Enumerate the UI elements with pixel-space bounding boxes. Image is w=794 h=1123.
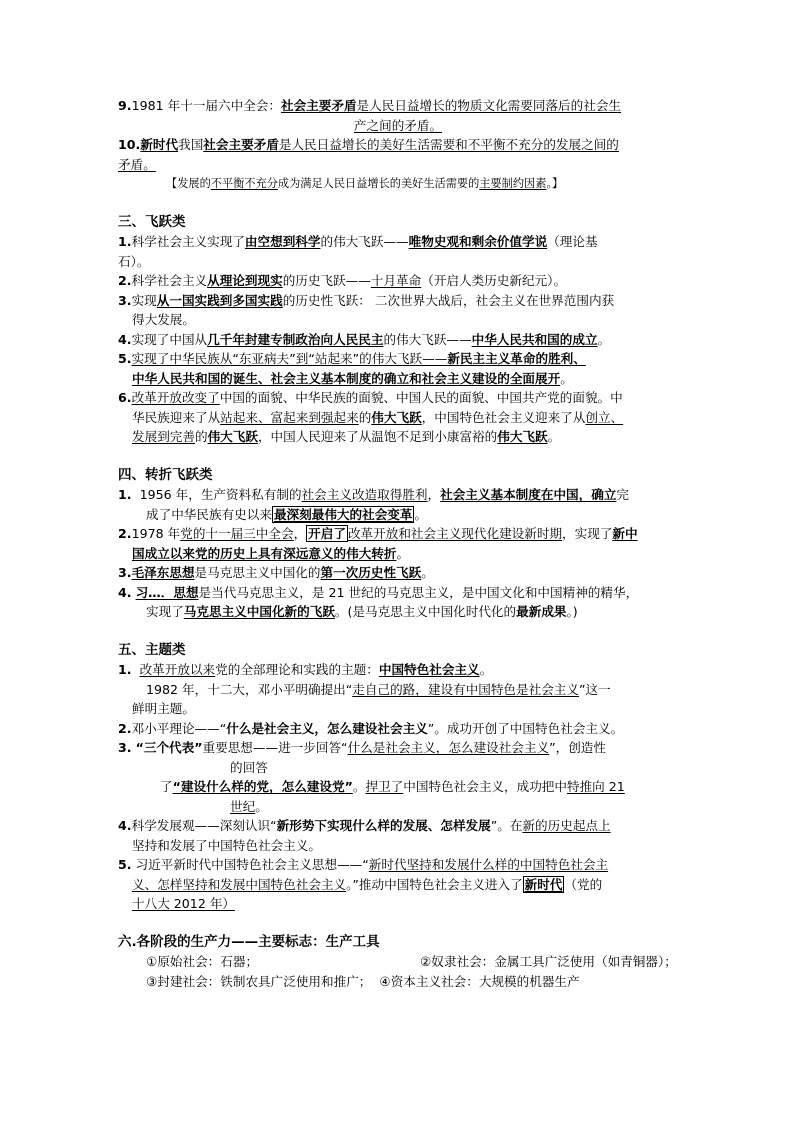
text: 世纪 bbox=[230, 798, 256, 814]
text: 。】 bbox=[546, 177, 564, 190]
text: 科学发展观——深刻认识“ bbox=[131, 818, 277, 833]
boxed-term: 新时代 bbox=[524, 876, 563, 892]
key-term: 第一次历史性飞跃 bbox=[320, 565, 422, 580]
text: 新时代坚持和发展什么样的中国特色社会主 bbox=[368, 857, 609, 872]
key-term: 毛泽东思想 bbox=[131, 565, 195, 580]
document-page bbox=[118, 96, 678, 991]
key-term: 最新成果 bbox=[516, 604, 567, 619]
text: 邓小平理论——“ bbox=[131, 720, 227, 736]
item-cont bbox=[118, 797, 678, 817]
boxed-term: 开启了 bbox=[308, 526, 346, 541]
text: ”，创造性 bbox=[549, 740, 606, 755]
text: 得大发展。 bbox=[132, 312, 195, 327]
key-term: 新中 bbox=[612, 526, 638, 541]
text: 1956 年，生产资料私有制的 bbox=[139, 487, 302, 502]
text: 党的十一届三中全会 bbox=[180, 526, 294, 541]
key-term: “建设什么样的党，怎么建设党” bbox=[172, 779, 353, 794]
text: 华民族迎来了从 bbox=[132, 409, 221, 425]
section-title: 三、飞跃类 bbox=[118, 213, 186, 230]
text: 。 bbox=[396, 545, 410, 561]
text: 【发展的 bbox=[166, 177, 211, 190]
text: 成为满足人民日益增长的美好生活需要的 bbox=[277, 177, 480, 190]
item-cont bbox=[118, 777, 678, 797]
text: 1982 年，十二大，邓小平明确提出“ bbox=[146, 681, 353, 697]
key-term: 马克思主义中国化新的飞跃 bbox=[183, 604, 335, 619]
item-9-cont bbox=[118, 116, 678, 136]
text: 。 bbox=[414, 506, 428, 522]
item bbox=[118, 485, 678, 505]
text: 新的历史起点上 bbox=[522, 818, 611, 833]
text: 的 bbox=[194, 429, 208, 444]
item bbox=[118, 388, 678, 408]
item-number: 6. bbox=[118, 390, 132, 405]
item-number: 3. bbox=[118, 740, 132, 755]
key-term: 中华人民共和国的成立 bbox=[471, 331, 598, 347]
item-cont bbox=[118, 310, 678, 330]
note bbox=[118, 174, 678, 194]
text: ， bbox=[293, 526, 307, 541]
item-cont bbox=[118, 544, 678, 564]
text: 。”推动中国特色社会主义进入了 bbox=[346, 876, 523, 892]
text: （开启人类历史新纪元）。 bbox=[421, 273, 567, 288]
item-9 bbox=[118, 96, 678, 116]
item-number: 3. bbox=[118, 565, 132, 580]
text: 是人民日益增长的物质文化需要同落后的社会生 bbox=[356, 98, 621, 113]
item-number: 4. bbox=[118, 818, 132, 833]
item-cont bbox=[118, 875, 678, 895]
boxed-term: 最深刻最伟大的社会变革 bbox=[273, 506, 413, 522]
text: 改革开放和社会主义现代化建设新时期 bbox=[347, 526, 563, 541]
text: 不平衡不充分 bbox=[210, 177, 278, 190]
text: 。 bbox=[255, 798, 268, 814]
item-cont bbox=[118, 894, 678, 914]
text: 改革开放以来 bbox=[139, 662, 216, 677]
item bbox=[118, 291, 678, 311]
text: 实现 bbox=[131, 292, 157, 308]
key-term: 从理论到现实 bbox=[207, 273, 283, 288]
item bbox=[118, 232, 678, 252]
text: （理论基 bbox=[547, 234, 598, 249]
key-term: 中国特色社会主义 bbox=[378, 662, 480, 677]
key-term: 什么是社会主义，怎么建设社会主义 bbox=[226, 720, 428, 736]
section-title: 四、转折飞跃类 bbox=[118, 466, 213, 483]
text: 是人民日益增长的美好生活需要和不平衡不充分的发展之间的 bbox=[278, 137, 619, 152]
item bbox=[118, 563, 678, 583]
item-cont bbox=[118, 427, 678, 447]
section-title: 五、主题类 bbox=[118, 641, 186, 658]
text: 。) bbox=[566, 604, 578, 619]
text: 鲜明主题。 bbox=[132, 701, 195, 716]
key-term: 伟大飞跃 bbox=[371, 409, 422, 425]
text: 科学社会主义 bbox=[131, 273, 208, 288]
key-term: 伟大飞跃 bbox=[207, 429, 258, 444]
key-term: 社会主要矛盾 bbox=[203, 137, 279, 152]
text: 的回答 bbox=[230, 759, 268, 775]
item-cont bbox=[118, 602, 678, 622]
key-term: 伟大飞跃 bbox=[497, 429, 548, 444]
text: 成了中华民族有史以来 bbox=[146, 506, 272, 522]
text: 我国 bbox=[178, 137, 204, 152]
item-cont bbox=[118, 369, 678, 389]
text: 完 bbox=[616, 487, 630, 502]
text: 。 bbox=[547, 429, 561, 444]
text: ，中国人民迎来了从温饱不足到小康富裕的 bbox=[257, 429, 498, 444]
text: ，中国特色社会主义迎来了从 bbox=[421, 409, 586, 425]
text: （党的 bbox=[564, 876, 603, 892]
text: 实现了 bbox=[146, 604, 184, 619]
text: 习近平新时代中国特色社会主义思想——“ bbox=[135, 857, 369, 872]
text: 主要制约因素 bbox=[479, 177, 547, 190]
item bbox=[118, 719, 678, 739]
item bbox=[118, 660, 678, 680]
item-number: 5. bbox=[118, 857, 132, 872]
item-cont bbox=[118, 680, 678, 700]
text: 中国的面貌、中华民族的面貌、中国人民的面貌、中国共产党的面貌。中 bbox=[219, 390, 623, 405]
text: 义、怎样坚持和发展中国特色社会主义 bbox=[132, 876, 347, 892]
item-cont bbox=[118, 699, 678, 719]
list-row bbox=[118, 952, 678, 972]
text: 改革开放改变了 bbox=[131, 390, 220, 405]
text: 1981 年十一届六中全会： bbox=[131, 98, 281, 113]
text: 重要思想——进一步回答“ bbox=[202, 740, 348, 755]
text: 党的全部理论和实践的主题： bbox=[215, 662, 379, 677]
item-cont bbox=[118, 252, 678, 272]
list-item: ①原始社会：石器； bbox=[146, 954, 259, 969]
text: 。 bbox=[597, 331, 611, 347]
item-cont bbox=[118, 408, 678, 428]
item-number: 5. bbox=[118, 351, 132, 366]
item-cont bbox=[118, 758, 678, 778]
text: 捍卫了 bbox=[365, 779, 404, 794]
list-item: ④资本主义社会：大规模的机器生产 bbox=[379, 973, 580, 989]
text: 站起来、富起来到强起来 bbox=[220, 409, 359, 425]
item bbox=[118, 330, 678, 350]
item-number: 10. bbox=[118, 137, 141, 152]
key-term: “三个代表” bbox=[135, 740, 203, 755]
text: 特推向 21 bbox=[566, 779, 625, 794]
text: ，实现了 bbox=[562, 526, 613, 541]
text: 的伟大飞跃—— bbox=[383, 331, 472, 347]
text: 实现了中华民族从“东亚病夫”到“站起来”的伟大飞跃—— bbox=[131, 351, 448, 366]
item-number: 1. bbox=[118, 487, 132, 502]
item bbox=[118, 816, 678, 836]
item-number: 3. bbox=[118, 292, 132, 308]
list-row bbox=[118, 972, 678, 992]
text: 的 bbox=[358, 409, 372, 425]
key-term: 十月革命 bbox=[370, 273, 422, 288]
text: 发展到完善 bbox=[132, 429, 195, 444]
item-number: 2. bbox=[118, 273, 132, 288]
item-number: 4. bbox=[118, 331, 132, 347]
item-10 bbox=[118, 135, 678, 155]
text: 十八大 2012 年） bbox=[132, 896, 236, 911]
text: 什么是社会主义，怎么建设社会主义 bbox=[347, 740, 550, 755]
item-cont bbox=[118, 836, 678, 856]
key-term: 唯物史观和剩余价值学说 bbox=[408, 234, 548, 249]
item bbox=[118, 524, 678, 544]
key-term: 中华人民共和国的诞生、社会主义基本制度的确立和社会主义建设的全面展开 bbox=[132, 370, 561, 386]
text: 中国特色社会主义，成功把中 bbox=[403, 779, 567, 794]
item bbox=[118, 855, 678, 875]
text: 的历史飞跃—— bbox=[282, 273, 371, 288]
item-number: 9. bbox=[118, 98, 132, 113]
text: 矛盾。 bbox=[118, 156, 156, 172]
item-number: 1. bbox=[118, 662, 132, 677]
item bbox=[118, 349, 678, 369]
item bbox=[118, 583, 678, 603]
text: 。(是马克思主义中国化时代化的 bbox=[334, 604, 517, 619]
key-term: 社会主义基本制度在中国，确立 bbox=[440, 487, 617, 502]
text: 科学社会主义实现了 bbox=[131, 234, 245, 249]
key-term: 新形势下实现什么样的发展、怎样发展 bbox=[276, 818, 491, 833]
item-number: 2. bbox=[118, 526, 132, 541]
text: ， bbox=[427, 487, 441, 502]
item-number: 2. bbox=[118, 720, 132, 736]
text: 是当代马克思主义，是 21 世纪的马克思主义，是中国文化和中国精神的精华， bbox=[198, 584, 639, 600]
text: ”这一 bbox=[578, 681, 611, 697]
item bbox=[118, 738, 678, 758]
list-item: ③封建社会：铁制农具广泛使用和推广； bbox=[146, 973, 372, 989]
text: 石）。 bbox=[118, 253, 150, 269]
key-term: 由空想到科学 bbox=[244, 234, 321, 249]
section-title: 六.各阶段的生产力——主要标志：生产工具 bbox=[118, 933, 380, 950]
key-term: 几千年封建专制政治向人民民主 bbox=[207, 331, 384, 347]
text: 走自己的路，建设有中国特色是社会主义 bbox=[352, 681, 579, 697]
text: 的伟大飞跃—— bbox=[320, 234, 409, 249]
text: 创立、 bbox=[585, 409, 624, 425]
item-number: 4. bbox=[118, 584, 132, 600]
text: ”。在 bbox=[490, 818, 523, 833]
text: 社会主义改造取得胜利 bbox=[301, 487, 428, 502]
text: 。 bbox=[352, 779, 366, 794]
key-term: 社会主要矛盾 bbox=[280, 98, 357, 113]
text: 1978 年 bbox=[131, 526, 181, 541]
item-10-cont bbox=[118, 155, 678, 175]
text: 是马克思主义中国化的 bbox=[194, 565, 321, 580]
text: 实现了中国从 bbox=[131, 331, 208, 347]
key-term: 习…．思想 bbox=[135, 584, 199, 600]
item-cont bbox=[118, 505, 678, 525]
text: 。 bbox=[479, 662, 493, 677]
text: 。 bbox=[421, 565, 434, 580]
text: ”。成功开创了中国特色社会主义。 bbox=[427, 720, 624, 736]
list-item: ②奴隶社会：金属工具广泛使用（如青铜器）； bbox=[420, 954, 677, 969]
text: 的历史性飞跃： 二次世界大战后，社会主义在世界范围内获 bbox=[282, 292, 615, 308]
text: 了 bbox=[160, 779, 173, 794]
key-term: 新时代 bbox=[140, 137, 179, 152]
text: 产之间的矛盾。 bbox=[353, 117, 443, 133]
key-term: 国成立以来党的历史上具有深远意义的伟大转折 bbox=[132, 545, 397, 561]
key-term: 从一国实践到多国实践 bbox=[156, 292, 283, 308]
item bbox=[118, 271, 678, 291]
key-term: 新民主主义革命的胜利、 bbox=[447, 351, 586, 366]
text: 坚持和发展了中国特色社会主义。 bbox=[132, 837, 321, 853]
item-number: 1. bbox=[118, 234, 132, 249]
text: 。 bbox=[560, 370, 573, 386]
